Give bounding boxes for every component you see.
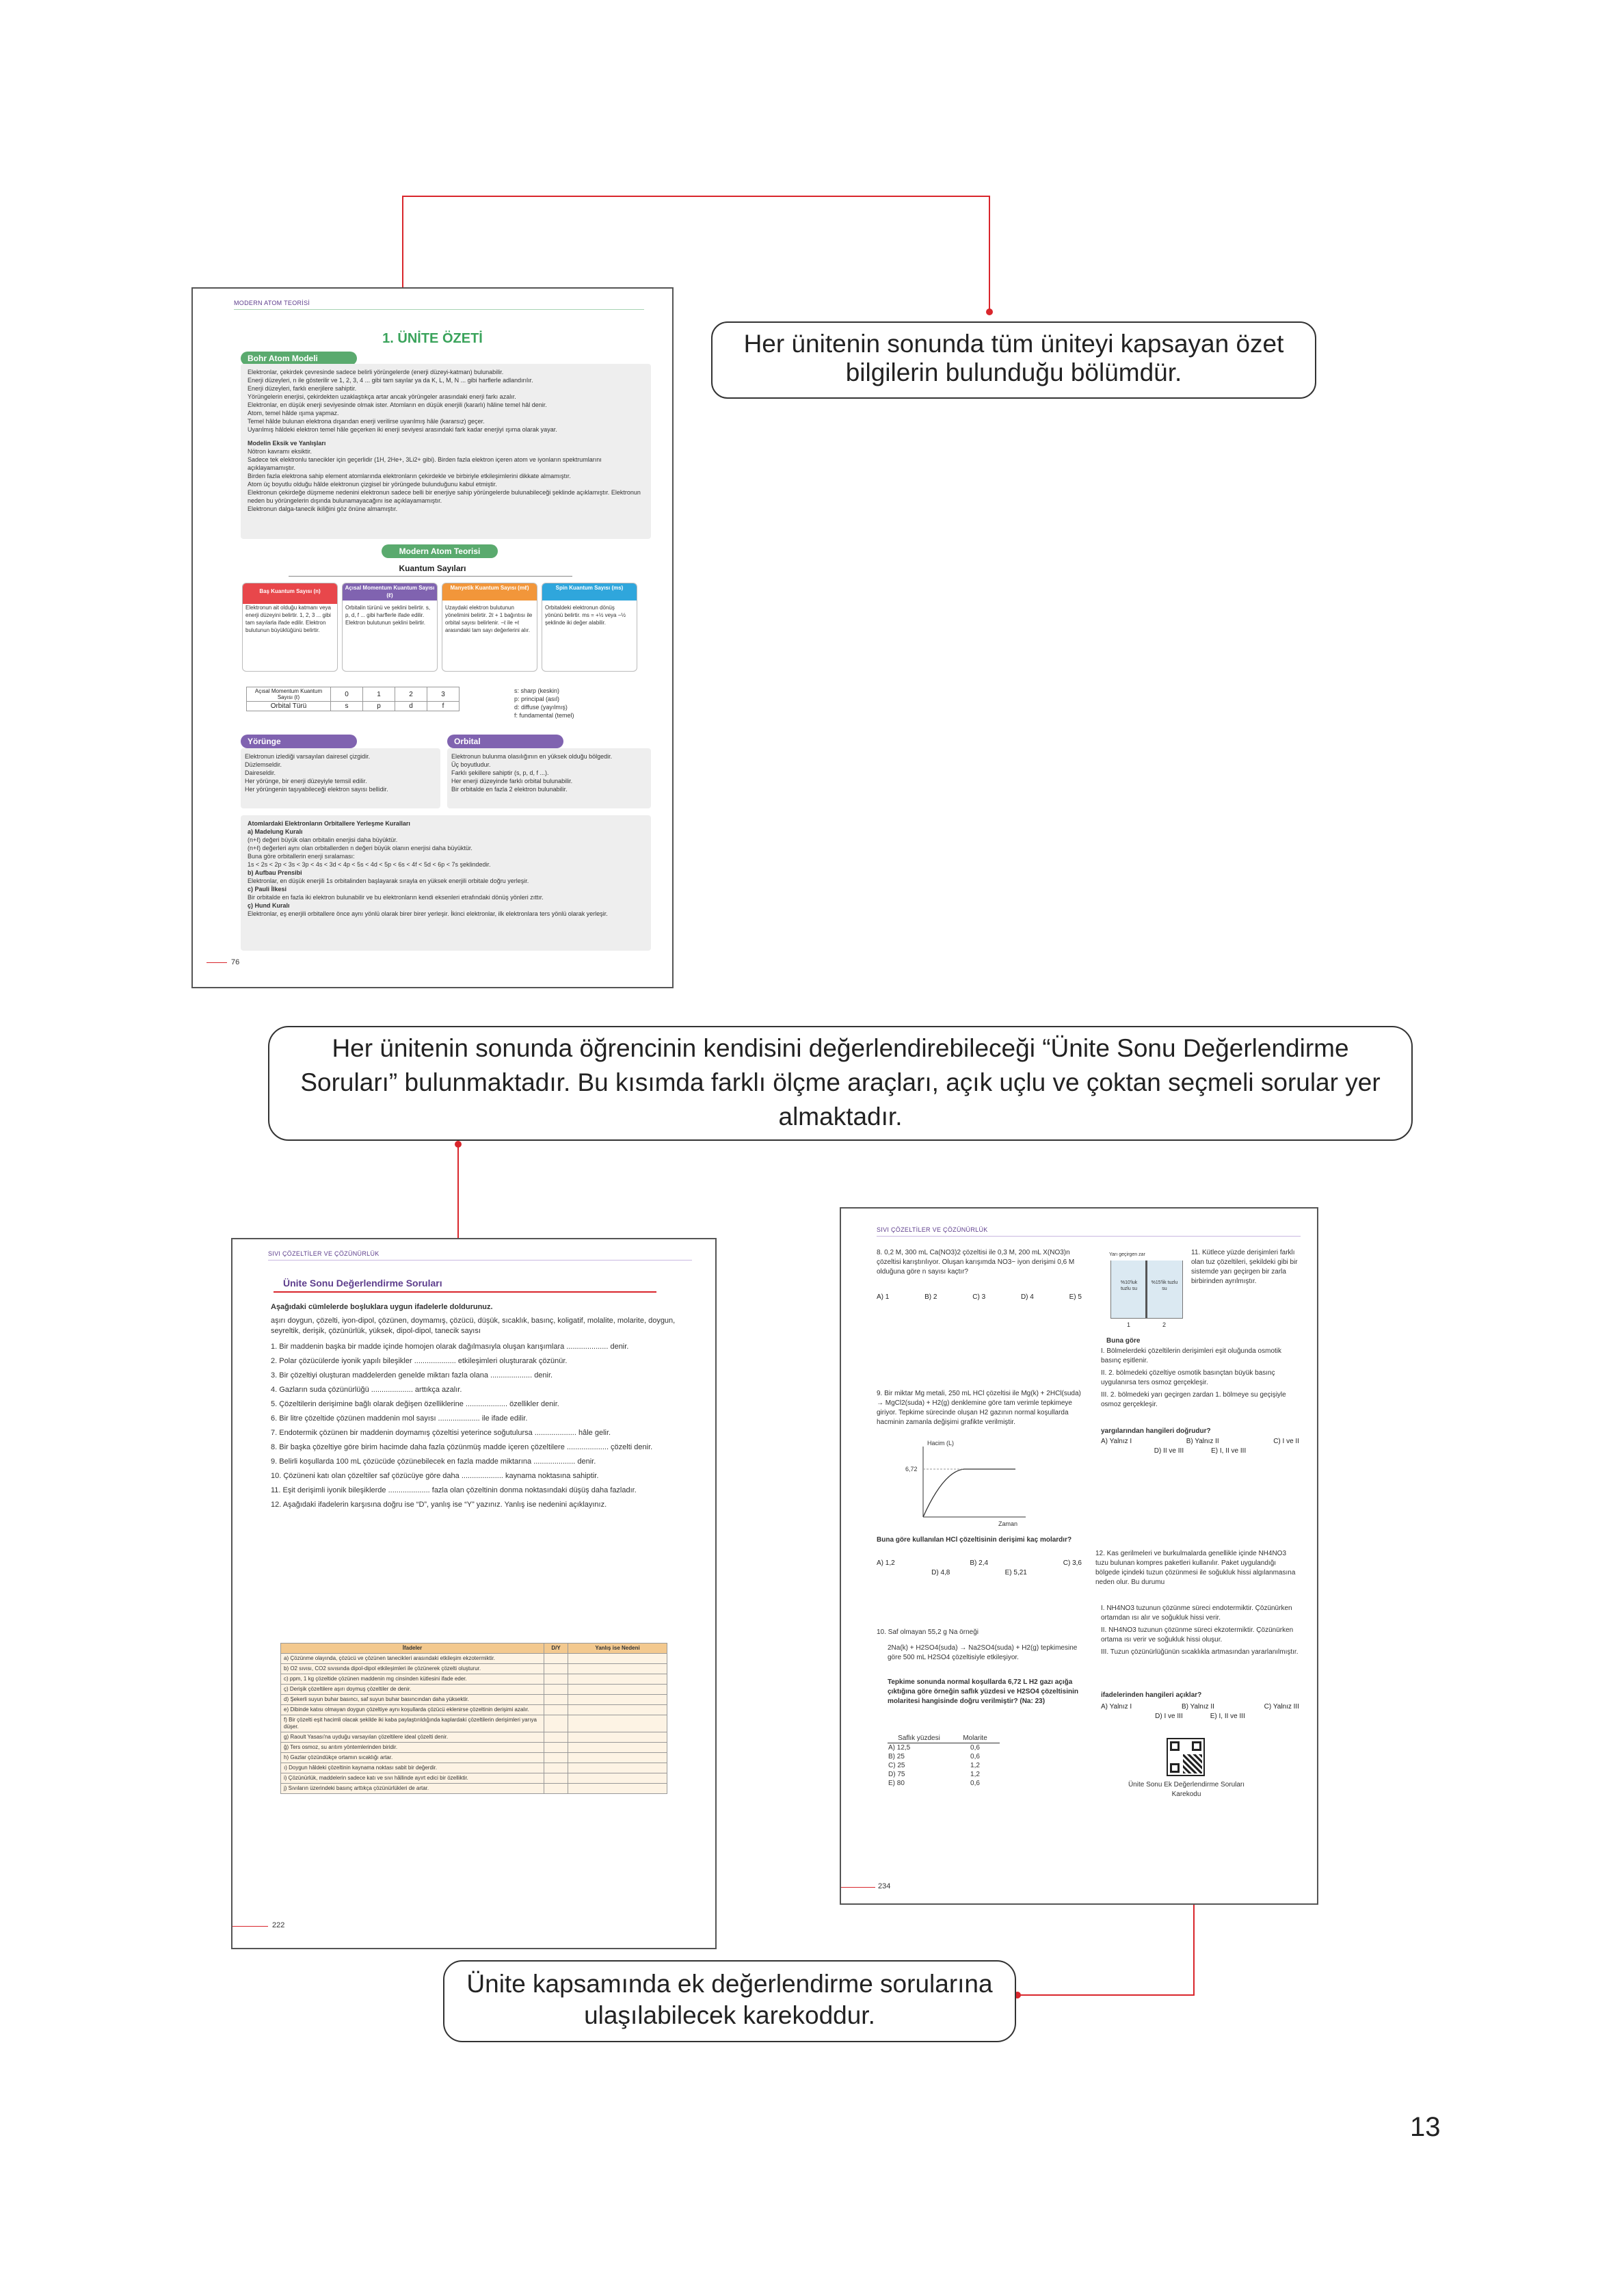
quantum-label: Kuantum Sayıları [399,564,466,573]
quantum-box-title: Baş Kuantum Sayısı (n) [243,583,337,604]
table-cell[interactable]: B) 25 [888,1753,905,1760]
table-row: a) Çözünme olayında, çözücü ve çözünen tanecikleri arasındaki etkileşim ekzotermiktir. [281,1654,544,1664]
q11-figure-label: Yarı geçirgen zar [1109,1252,1145,1257]
q8-text: 8. 0,2 M, 300 mL Ca(NO3)2 çözeltisi ile 0,3 M, 200 mL X(NO3)n çözeltisi karıştırılıyor. Oluşan karışımda NO3− iyon derişimi 0,6 M olduğuna göre n sayısı kaçtır? [877,1249,1075,1276]
quantum-box-text: Orbitaldeki elektronun dönüş yönünü belirtir. ms = +½ veya −½ şeklinde iki değer alabilir. [545,605,626,626]
quantum-box-title: Manyetik Kuantum Sayısı (mℓ) [442,583,537,601]
footer-rule [841,1887,875,1888]
table-cell: 0,6 [970,1744,980,1752]
table-cell: Açısal Momentum Kuantum Sayısı (ℓ) [247,687,331,702]
table-row: ç) Derişik çözeltilere aşırı doymuş çözeltiler de denir. [281,1685,544,1695]
yorunge-line: Elektronun izlediği varsayılan dairesel çizgidir. [245,753,371,760]
orbital-type-table [246,687,460,711]
table-row: c) ppm, 1 kg çözeltide çözünen maddenin mg cinsinden kütlesini ifade eder. [281,1674,544,1685]
header-rule [877,1236,1301,1237]
modern-label: Modern Atom Teorisi [382,544,498,558]
option[interactable]: D) 4 [1020,1293,1034,1301]
legend-line: p: principal (asıl) [514,696,560,702]
summary-page-title: 1. ÜNİTE ÖZETİ [382,331,483,346]
footer-rule [232,1926,268,1927]
table-header: D/Y [544,1644,568,1654]
answer-cell[interactable] [544,1715,568,1732]
yorunge-line: Her yörüngenin taşıyabileceği elektron sayısı bellidir. [245,786,388,793]
qr-page-number: 234 [878,1882,891,1890]
option[interactable]: E) 5,21 [1004,1569,1027,1576]
header-rule [268,1260,692,1261]
answer-cell[interactable] [544,1732,568,1743]
table-row: ı) Doygun hâldeki çözeltinin kaynama noktası sabit bir değerdir. [281,1763,544,1773]
bohr-line: Uyarılmış hâldeki elektron temel hâle geçerken iki enerji seviyesi arasındaki fark kadar enerjiyi ışıma olarak yayar. [248,426,557,433]
yorunge-line: Düzlemseldir. [245,761,282,768]
bohr-line: Yörüngelerin enerjisi, çekirdekten uzaklaştıkça artar ancak yörüngeler arasındaki enerji farkı azalır. [248,393,516,400]
q8-options [877,1293,1082,1301]
orbital-legend [514,687,574,720]
yorunge-line: Daireseldir. [245,769,276,776]
yorunge-label: Yörünge [241,735,357,748]
reason-cell[interactable] [568,1695,667,1705]
rules-line: Elektronlar, en düşük enerjili 1s orbitalinden başlayarak sırayla en yüksek enerjili orbitale doğru yerleşir. [248,877,529,884]
connector-line [1017,1994,1194,1996]
graph-ylabel: Hacim (L) [927,1440,955,1447]
quantum-box-l [342,583,438,672]
rules-line: b) Aufbau Prensibi [248,869,302,876]
graph-yvalue: 6,72 [905,1466,918,1473]
bohr-line: Enerji düzeyleri, n ile gösterilir ve 1, 2, 3, 4 ... gibi tam sayılar ya da K, L, M, N ... gibi harflerle adlandırılır. [248,377,533,384]
answer-cell[interactable] [544,1743,568,1753]
rules-line: Bir orbitalde en fazla iki elektron bulunabilir ve bu elektronların kendi eksenleri etrafındaki dönüş yönleri zıttır. [248,894,544,901]
bohr-line: Elektronlar, en düşük enerji seviyesinde olmak ister. Atomların en düşük enerjili (kararlı) hâline temel hâl denir. [248,401,547,408]
table-cell: 2 [395,687,427,702]
model-line: Modelin Eksik ve Yanlışları [248,440,326,447]
option[interactable]: A) 1 [877,1293,890,1301]
table-row: d) Şekerli suyun buhar basıncı, saf suyun buhar basıncından daha yüksektir. [281,1695,544,1705]
reason-cell[interactable] [568,1674,667,1685]
quantum-tree-line [289,576,572,577]
model-line: Sadece tek elektronlu tanecikler için geçerlidir (1H, 2He+, 3Li2+ gibi). Birden fazla elektron içeren atom ve iyonların spektrumlarını açıklayamamıştır. [248,456,602,471]
orbital-line: Üç boyutludur. [451,761,491,768]
qr-code-icon[interactable] [1167,1738,1205,1776]
option[interactable]: B) Yalnız II [1186,1438,1219,1445]
table-row: g) Raoult Yasası'na uyduğu varsayılan çözeltilere ideal çözelti denir. [281,1732,544,1743]
q11-items [1101,1347,1299,1410]
rules-line: a) Madelung Kuralı [248,828,303,835]
table-cell[interactable]: D) 75 [888,1771,905,1778]
fill-items [271,1342,688,1514]
page-number: 13 [1410,2112,1441,2142]
answer-cell[interactable] [544,1773,568,1784]
fill-item: 11. Eşit derişimli iyonik bileşiklerde .................... fazla olan çözeltinin donma noktasındaki düşüş daha fazladır. [271,1486,637,1494]
callout-qr [443,1960,1016,2042]
option[interactable]: D) II ve III [1154,1447,1184,1455]
q11-number: 2 [1162,1321,1167,1328]
option[interactable]: B) 2,4 [970,1559,989,1567]
option[interactable]: B) Yalnız II [1181,1703,1214,1711]
osmosis-beaker-icon [1110,1261,1183,1319]
statement: I. NH4NO3 tuzunun çözünme süreci endotermiktir. Çözünürken ortamdan ısı alır ve soğukluk hissi verir. [1101,1605,1292,1622]
model-line: Elektronun çekirdeğe düşmeme nedenini elektronun sadece belli bir enerjiye sahip yörüngelerde bulunabileceği şeklinde açıklamıştır. Elektronun neden bu yörüngelerin dışında bulunamayacağını ise açıklayamamıştır. [248,489,641,504]
bohr-line: Elektronlar, çekirdek çevresinde sadece belirli yörüngelerde (enerji düzeyi-katman) bulunabilir. [248,369,504,375]
volume-time-graph [896,1438,1033,1527]
table-cell[interactable]: E) 80 [888,1780,905,1787]
fill-item: 6. Bir litre çözeltide çözünen maddenin mol sayısı .................... ile ifade edilir. [271,1414,528,1423]
answer-cell[interactable] [544,1753,568,1763]
bohr-box [241,364,651,539]
reason-cell[interactable] [568,1654,667,1664]
model-line: Elektronun dalga-tanecik ikiliğini göz önüne almamıştır. [248,505,398,512]
option[interactable]: C) 3 [972,1293,986,1301]
table-row: f) Bir çözelti eşit hacimli olacak şekilde iki kaba paylaştırıldığında kaplardaki çözeltilerin derişimleri yarıya düşer. [281,1715,544,1732]
answer-cell[interactable] [544,1654,568,1664]
q12-items [1101,1604,1299,1657]
bohr-line: Atom, temel hâlde ışıma yapmaz. [248,410,339,417]
q12-options [1101,1702,1299,1721]
q11-options [1101,1437,1299,1456]
answer-cell[interactable] [544,1685,568,1695]
word-bank: aşırı doygun, çözelti, iyon-dipol, çözünen, doymamış, çözücü, düşük, sıcaklık, basınç, koligatif, molalite, molarite, doygun, seyreltik, derişik, çözünürlük, yüksek, dipol-dipol, tanecik sayısı [271,1317,676,1335]
reason-cell[interactable] [568,1732,667,1743]
q11-right-label: %15'lik tuzlu su [1151,1280,1178,1291]
orbital-label: Orbital [447,735,563,748]
q12-question: ifadelerinden hangileri açıklar? [1101,1691,1202,1699]
callout-summary-text: Her ünitenin sonunda tüm üniteyi kapsayan özet bilgilerin bulunduğu bölümdür. [743,330,1284,386]
callout-evaluation [268,1026,1413,1141]
reason-cell[interactable] [568,1685,667,1695]
orbital-line: Her enerji düzeyinde farklı orbital bulunabilir. [451,778,573,784]
orbital-line: Farklı şekillere sahiptir (s, p, d, f ...). [451,769,549,776]
table-row: j) Sıvıların üzerindeki basınç arttıkça çözünürlükleri de artar. [281,1784,544,1794]
option[interactable]: C) 3,6 [1063,1559,1082,1567]
table-cell: d [395,702,427,711]
connector-dot [986,308,993,315]
q10-text: 10. Saf olmayan 55,2 g Na örneği [877,1628,979,1636]
answer-cell[interactable] [544,1695,568,1705]
fill-item: 3. Bir çözeltiyi oluşturan maddelerden genelde miktarı fazla olana .................... denir. [271,1371,553,1380]
qr-caption: Ünite Sonu Ek Değerlendirme Soruları Karekodu [1128,1781,1245,1798]
bohr-line: Enerji düzeyleri, farklı enerjilere sahiptir. [248,385,357,392]
fill-item: 7. Endotermik çözünen bir maddenin doymamış çözeltisi yeterince soğutulursa .................... hâle gelir. [271,1429,611,1437]
evaluation-instruction: Aşağıdaki cümlelerde boşluklara uygun ifadelerle doldurunuz. [271,1303,493,1311]
option[interactable]: E) 5 [1069,1293,1082,1301]
callout-qr-text: Ünite kapsamında ek değerlendirme sorularına ulaşılabilecek karekoddur. [466,1970,993,2029]
orbital-box [447,748,651,808]
q9-text: 9. Bir miktar Mg metali, 250 mL HCl çözeltisi ile Mg(k) + 2HCl(suda) → MgCl2(suda) + H2(g) denklemine göre tam verimle tepkimeye giriyor. Tepkime sürecinde oluşan H2 gazının normal koşullarda hacminin zamanla değişimi grafikte verilmiştir. [877,1390,1081,1426]
rules-line: c) Pauli İlkesi [248,886,287,893]
table-cell: 0,6 [970,1780,980,1787]
evaluation-page-header: SIVI ÇÖZELTİLER VE ÇÖZÜNÜRLÜK [268,1250,380,1257]
table-cell[interactable]: A) 12,5 [888,1744,911,1752]
bohr-line: Temel hâlde bulunan elektrona dışarıdan enerji verilirse uyarılmış hâle (kararsız) geçer. [248,418,485,425]
q11-text: 11. Kütlece yüzde derişimleri farklı olan tuz çözeltileri, şekildeki gibi bir sistemde yarı geçirgen bir zarla birbirinden ayrılmıştır. [1191,1249,1298,1285]
model-line: Birden fazla elektrona sahip element atomlarında elektronların çekirdekle ve birbiriyle etkileşimlerini dikkate almamıştır. [248,473,571,479]
legend-line: d: diffuse (yayılmış) [514,704,568,711]
table-header: Molarite [950,1734,1000,1743]
q11-lead: Buna göre [1106,1337,1141,1345]
q11-number: 1 [1127,1321,1131,1328]
table-row: b) O2 sıvısı, CO2 sıvısında dipol-dipol etkileşimleri ile çözünerek çözelti oluşturur. [281,1664,544,1674]
header-rule [234,309,644,310]
quantum-box-text: Elektronun ait olduğu katmanı veya enerji düzeyini belirtir. 1, 2, 3 ... gibi tam sayılarla ifade edilir. Elektron bulutunun büyüklüğünü belirtir. [245,605,331,633]
option[interactable]: D) I ve III [1155,1713,1183,1720]
fill-item: 1. Bir maddenin başka bir madde içinde homojen olarak dağılmasıyla oluşan karışımlara .................... denir. [271,1343,629,1351]
table-cell: 3 [427,687,460,702]
rules-line: Atomlardaki Elektronların Orbitallere Yerleşme Kuralları [248,820,410,827]
graph-xlabel: Zaman [998,1520,1018,1527]
statement: II. NH4NO3 tuzunun çözünme süreci ekzotermiktir. Çözünürken ortama ısı verir ve soğukluk hissi oluşur. [1101,1626,1294,1644]
table-row: i) Çözünürlük, maddelerin sadece katı ve sıvı hâllinde ayırt edici bir özelliktir. [281,1773,544,1784]
callout-summary [711,321,1316,399]
footer-rule [207,962,227,963]
quantum-box-text: Orbitalin türünü ve şeklini belirtir. s, p, d, f ... gibi harflerle ifade edilir. Elektron bulutunun şeklini belirtir. [345,605,431,626]
rules-box [241,815,651,951]
rules-line: (n+ℓ) değerleri aynı olan orbitallerden n değeri büyük olanın enerjisi daha büyüktür. [248,845,472,852]
fill-item: 5. Çözeltilerin derişimine bağlı olarak değişen özelliklerine .................... özellikler denir. [271,1400,559,1408]
answer-cell[interactable] [544,1674,568,1685]
evaluation-title: Ünite Sonu Değerlendirme Soruları [283,1278,442,1289]
q10-question: Tepkime sonunda normal koşullarda 6,72 L H2 gazı açığa çıktığına göre örneğin saflık yüzdesi ve H2SO4 çözeltisinin molaritesi hangisinde doğru verilmiştir? (Na: 23) [888,1678,1078,1705]
q10-equation: 2Na(k) + H2SO4(suda) → Na2SO4(suda) + H2(g) tepkimesine göre 500 mL H2SO4 çözeltisiyle etkileşiyor. [888,1644,1078,1661]
answer-cell[interactable] [544,1763,568,1773]
fill-item: 9. Belirli koşullarda 100 mL çözücüde çözünebilecek en fazla madde miktarına .................... denir. [271,1457,596,1466]
q11-left-label: %10'luk tuzlu su [1120,1280,1138,1291]
option[interactable]: B) 2 [924,1293,937,1301]
table-row: ğ) Ters osmoz, su arıtım yöntemlerinden biridir. [281,1743,544,1753]
table-cell: Orbital Türü [247,702,331,711]
table-row: h) Gazlar çözündükçe ortamın sıcaklığı artar. [281,1753,544,1763]
reason-cell[interactable] [568,1705,667,1715]
true-false-table [280,1643,667,1794]
rules-line: Buna göre orbitallerin enerji sıralaması: [248,853,355,860]
table-cell: p [363,702,395,711]
statement: III. 2. bölmedeki yarı geçirgen zardan 1. bölmeye su geçişiyle osmoz gerçekleşir. [1101,1391,1286,1408]
reason-cell[interactable] [568,1664,667,1674]
reason-cell[interactable] [568,1743,667,1753]
model-line: Nötron kavramı eksiktir. [248,448,312,455]
rules-line: Elektronlar, eş enerjili orbitallere önce aynı yönlü olarak birer birer yerleşir. İkinci elektronlar, ilk elektronlara ters yönlü olarak yerleşir. [248,910,608,917]
summary-page-number: 76 [231,958,240,966]
qr-page-thumbnail [840,1207,1318,1905]
table-header: İfadeler [281,1644,544,1654]
option[interactable]: D) 4,8 [931,1569,950,1576]
fill-item: 10. Çözüneni katı olan çözeltiler saf çözücüye göre daha .................... kaynama noktasına sahiptir. [271,1472,599,1480]
fill-item: 4. Gazların suda çözünürlüğü .................... arttıkça azalır. [271,1386,462,1394]
table-cell: f [427,702,460,711]
rules-line: ç) Hund Kuralı [248,902,290,909]
table-cell: 0 [331,687,363,702]
bohr-label: Bohr Atom Modeli [241,352,357,365]
fill-item: 2. Polar çözücülerde iyonik yapılı bileşikler .................... etkileşimleri oluşturarak çözünür. [271,1357,568,1365]
table-header: Saflık yüzdesi [888,1734,950,1743]
yorunge-line: Her yörünge, bir enerji düzeyiyle temsil edilir. [245,778,367,784]
q9-options [877,1559,1082,1578]
legend-line: s: sharp (keskin) [514,687,560,694]
quantum-box-title: Spin Kuantum Sayısı (ms) [542,583,637,601]
connector-line [402,196,990,197]
quantum-box-title: Açısal Momentum Kuantum Sayısı (ℓ) [343,583,437,601]
reason-cell[interactable] [568,1715,667,1732]
quantum-box-text: Uzaydaki elektron bulutunun yönelimini belirtir. 2ℓ + 1 bağıntısı ile orbital sayısı belirlenir. −ℓ ile +ℓ arasındaki tam sayı değerlerini alır. [445,605,533,633]
statement: II. 2. bölmedeki çözeltiye osmotik basınçtan büyük basınç uygulanırsa ters osmoz gerçekleşir. [1101,1369,1275,1386]
option[interactable]: A) Yalnız I [1101,1703,1132,1711]
reason-cell[interactable] [568,1763,667,1773]
fill-item: 8. Bir başka çözeltiye göre birim hacimde daha fazla çözünmüş madde içeren çözeltilere .................... çözelti denir. [271,1443,653,1451]
reason-cell[interactable] [568,1784,667,1794]
option[interactable]: E) I, II ve III [1210,1713,1245,1720]
q12-text: 12. Kas gerilmeleri ve burkulmalarda genellikle içinde NH4NO3 tuzu bulunan kompres paketleri kullanılır. Paket uygulandığı bölgede içindeki tuzun çözünmesi ile soğukluk hissi algılanmasına neden olur. Bu durumu [1095,1550,1296,1586]
orbital-line: Elektronun bulunma olasılığının en yüksek olduğu bölgedir. [451,753,613,760]
yorunge-box [241,748,440,808]
reason-cell[interactable] [568,1753,667,1763]
summary-page-thumbnail [191,287,674,988]
connector-line [989,196,990,312]
table-row: e) Dibinde katısı olmayan doygun çözeltiye aynı koşullarda çözücü eklenirse çözeltinin derişimi azalır. [281,1705,544,1715]
table-cell: 1,2 [970,1771,980,1778]
q9-question: Buna göre kullanılan HCl çözeltisinin derişimi kaç molardır? [877,1536,1072,1544]
rules-line: 1s < 2s < 2p < 3s < 3p < 4s < 3d < 4p < 5s < 4d < 5p < 6s < 4f < 5d < 6p < 7s şeklindedir. [248,861,491,868]
option[interactable]: C) I ve II [1273,1438,1299,1445]
option[interactable]: E) I, II ve III [1211,1447,1247,1455]
table-cell: s [331,702,363,711]
reason-cell[interactable] [568,1773,667,1784]
quantum-box-ml [442,583,537,672]
model-line: Atom üç boyutlu olduğu hâlde elektronun çizgisel bir yörüngede bulunduğunu kabul etmiştir. [248,481,497,488]
answer-cell[interactable] [544,1784,568,1794]
statement: I. Bölmelerdeki çözeltilerin derişimleri eşit oluğunda osmotik basınç eşitlenir. [1101,1347,1281,1364]
evaluation-page-thumbnail [231,1238,717,1949]
quantum-box-n [242,583,338,672]
q11-question: yargılarından hangileri doğrudur? [1101,1427,1211,1435]
option[interactable]: C) Yalnız III [1264,1703,1299,1711]
qr-page-header: SIVI ÇÖZELTİLER VE ÇÖZÜNÜRLÜK [877,1226,988,1233]
table-cell: 1,2 [970,1762,980,1769]
evaluation-page-number: 222 [272,1921,285,1929]
table-header: Yanlış ise Nedeni [568,1644,667,1654]
legend-line: f: fundamental (temel) [514,712,574,719]
summary-page-header: MODERN ATOM TEORİSİ [234,300,310,306]
callout-evaluation-text: Her ünitenin sonunda öğrencinin kendisini değerlendirebileceği “Ünite Sonu Değerlendirme Soruları” bulunmaktadır. Bu kısımda farklı ölçme araçları, açık uçlu ve çoktan seçmeli sorular yer almaktadır. [300,1034,1381,1131]
fill-item: 12. Aşağıdaki ifadelerin karşısına doğru ise “D”, yanlış ise “Y” yazınız. Yanlış ise nedenini açıklayınız. [271,1501,607,1509]
orbital-line: Bir orbitalde en fazla 2 elektron bulunabilir. [451,786,568,793]
table-cell[interactable]: C) 25 [888,1762,905,1769]
option[interactable]: A) 1,2 [877,1559,895,1567]
answer-cell[interactable] [544,1664,568,1674]
q10-table [888,1734,1000,1788]
rules-line: (n+ℓ) değeri büyük olan orbitalin enerjisi daha büyüktür. [248,836,398,843]
option[interactable]: A) Yalnız I [1101,1438,1132,1445]
quantum-box-ms [542,583,637,672]
statement: III. Tuzun çözünürlüğünün sıcaklıkla artmasından yararlanılmıştır. [1101,1648,1299,1656]
title-rule [274,1291,656,1293]
table-cell: 1 [363,687,395,702]
table-cell: 0,6 [970,1753,980,1760]
answer-cell[interactable] [544,1705,568,1715]
